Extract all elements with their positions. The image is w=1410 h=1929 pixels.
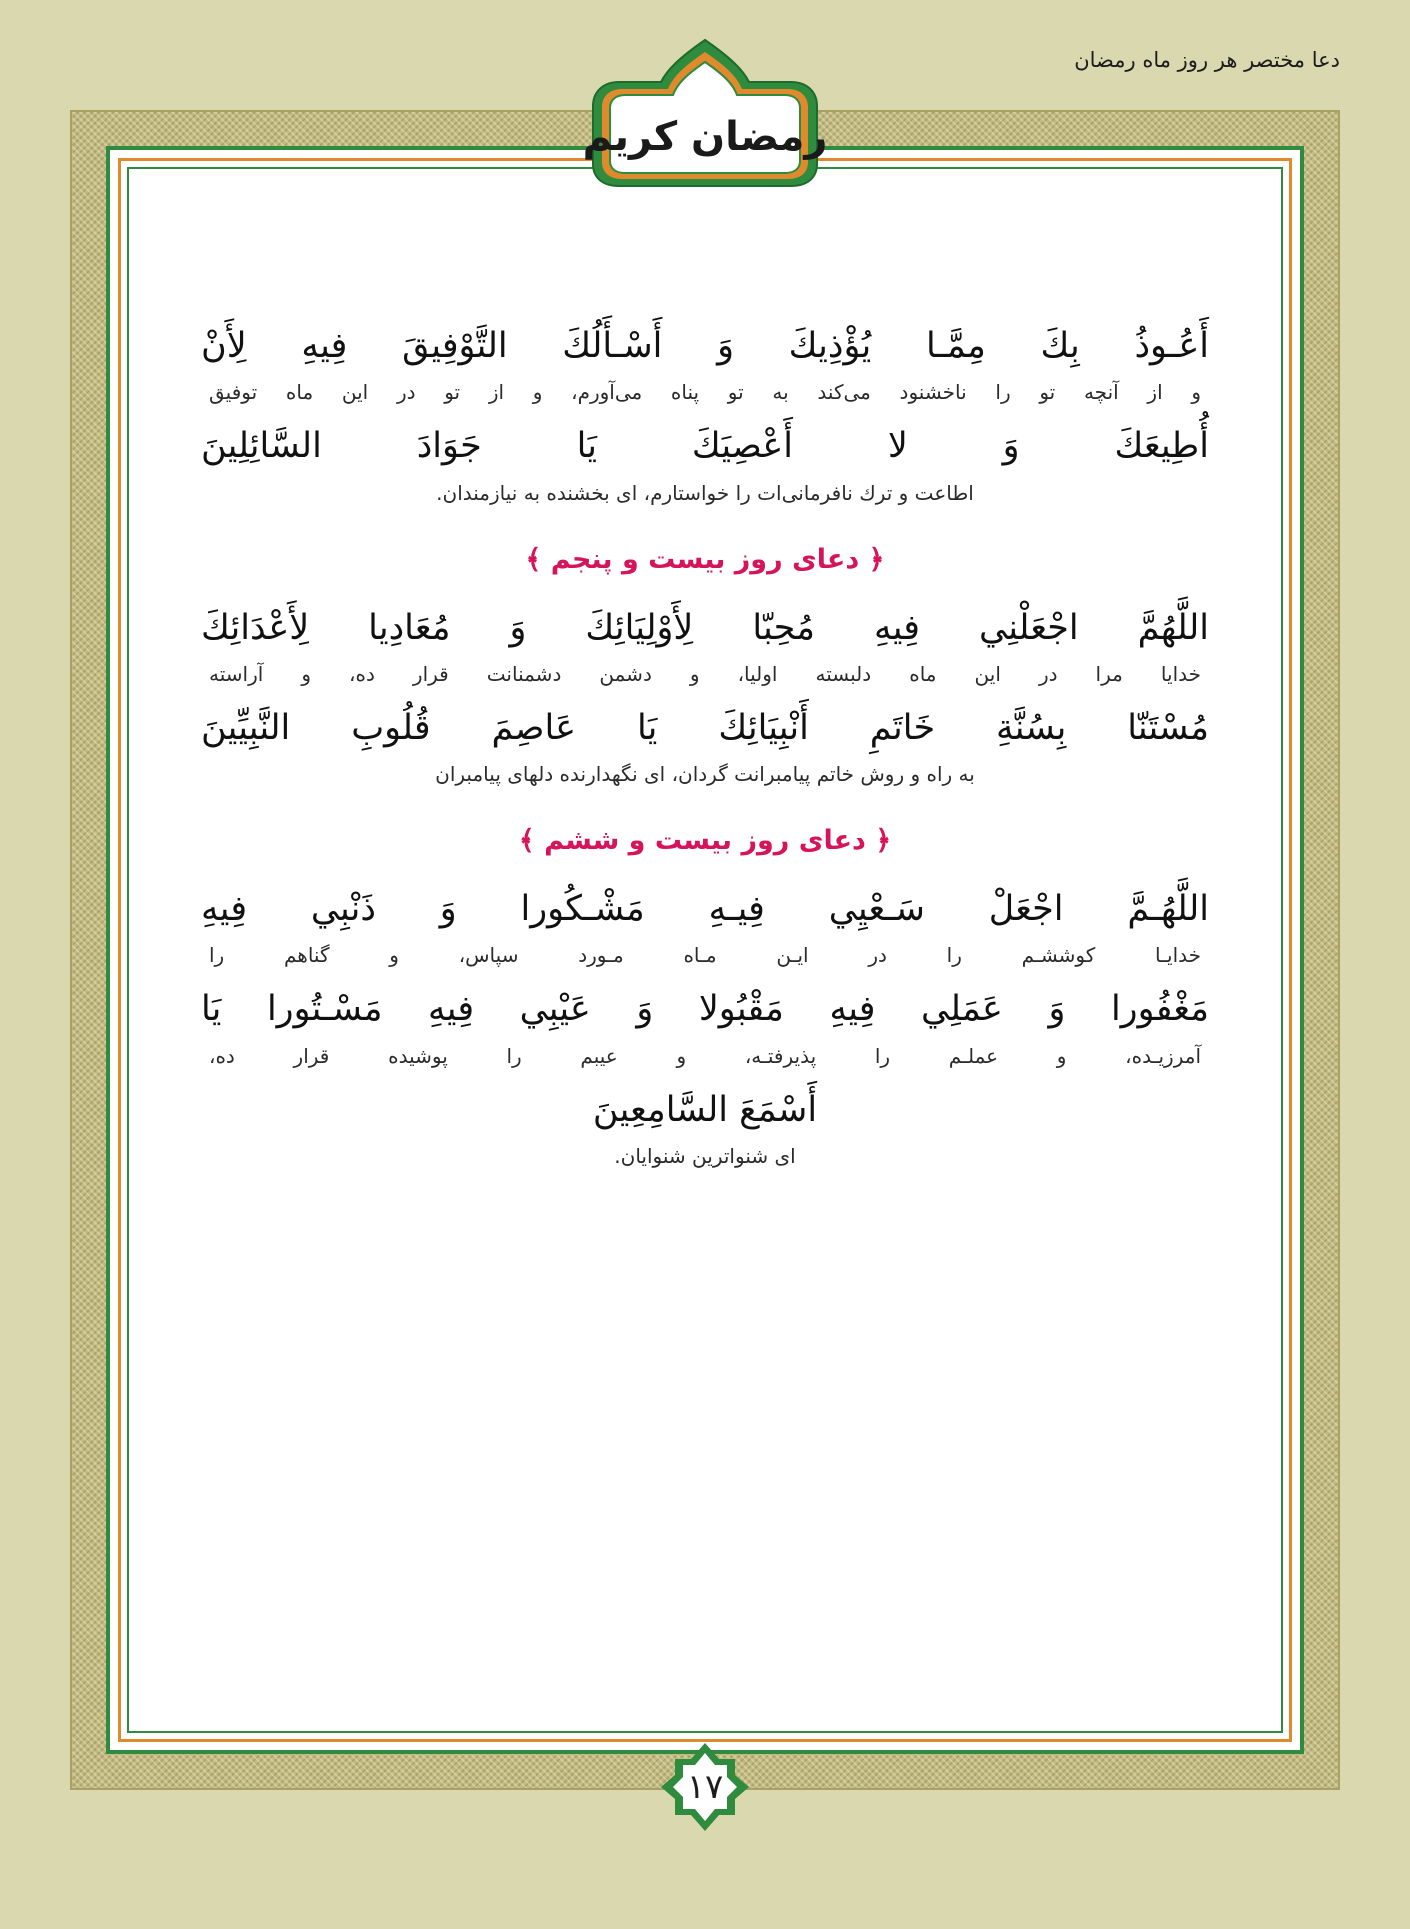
page-number-text: ۱۷ (686, 1767, 724, 1807)
arabic-line: مُسْتَنّا بِسُنَّةِ خَاتَمِ أَنْبِيَائِكَ يَا عَاصِمَ قُلُوبِ النَّبِيِّينَ (201, 707, 1209, 748)
dua-section-day-26 (189, 882, 1221, 1173)
dua-section-day-25 (189, 601, 1221, 792)
page-header-note: دعا مختصر هر روز ماه رمضان (1074, 48, 1340, 72)
persian-translation: اطاعت و ترك نافرمانی‌ات را خواستارم، ای بخشنده به نیازمندان. (436, 480, 974, 505)
frame-orange-border (118, 158, 1292, 1742)
section-title-day-26: ﴿ دعای روز بیست و ششم ﴾ (518, 825, 892, 856)
arabic-line: أَعُـوذُ بِكَ مِمَّـا يُؤْذِيكَ وَ أَسْـأَلُكَ التَّوْفِيقَ فِيهِ لِأَنْ (201, 326, 1209, 366)
arabic-line: أُطِيعَكَ وَ لا أَعْصِيَكَ يَا جَوَادَ السَّائِلِينَ (201, 426, 1209, 467)
persian-translation: خدایـا كوششـم را در ایـن مـاه مـورد سپاس، و گناهم را (209, 943, 1201, 968)
page-number-badge (659, 1741, 751, 1833)
medallion-calligraphy-text: رمضان كريم (582, 114, 828, 160)
frame-green-border (106, 146, 1304, 1754)
arabic-line: أَسْمَعَ السَّامِعِينَ (592, 1089, 818, 1130)
persian-translation: ای شنواترین شنوایان. (614, 1143, 796, 1168)
frame-inner-green-border (127, 167, 1283, 1733)
dua-section-continued (189, 319, 1221, 510)
arabic-line: مَغْفُورا وَ عَمَلِي فِيهِ مَقْبُولا وَ عَيْبِي فِيهِ مَسْـتُورا يَا (201, 989, 1209, 1030)
arabic-line: اللَّهُـمَّ اجْعَلْ سَـعْيِي فِيـهِ مَشْـكُورا وَ ذَنْبِي فِيهِ (201, 889, 1209, 929)
persian-translation: آمرزیـده، و عملـم را پذیرفتـه، و عیبم را پوشیده قرار ده، (209, 1043, 1201, 1068)
persian-translation: خدایا مرا در این ماه دلبسته اولیا، و دشمن دشمنانت قرار ده، و آراسته (209, 661, 1201, 686)
dua-content (189, 319, 1221, 1691)
arabic-line: اللَّهُمَّ اجْعَلْنِي فِيهِ مُحِبّا لِأَوْلِيَائِكَ وَ مُعَادِيا لِأَعْدَائِكَ (201, 607, 1209, 648)
decorative-frame (70, 110, 1340, 1790)
section-title-day-25: ﴿ دعای روز بیست و پنجم ﴾ (525, 543, 885, 575)
persian-translation: و از آنچه تو را ناخشنود می‌کند به تو پناه می‌آورم، و از تو در این ماه توفیق (209, 380, 1201, 405)
ramadan-kareem-medallion (555, 36, 855, 196)
persian-translation: به راه و روش خاتم پیامبرانت گردان، ای نگهدارنده دلهای پیامبران (435, 762, 975, 786)
